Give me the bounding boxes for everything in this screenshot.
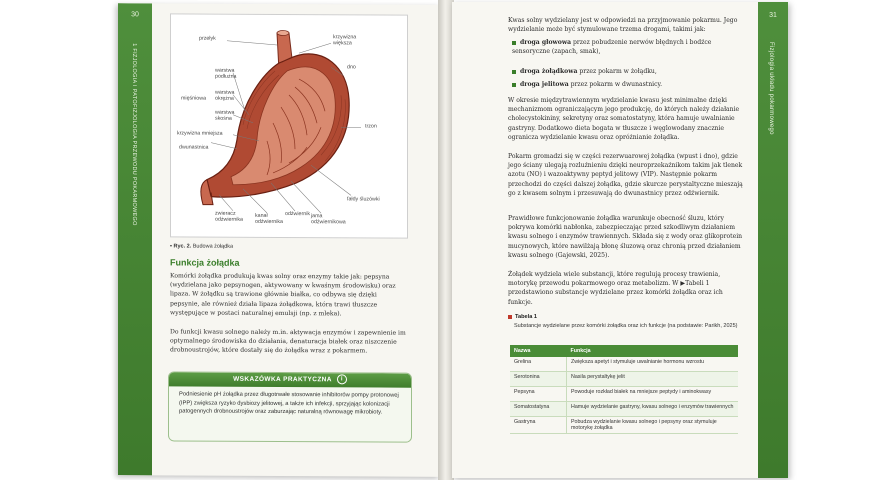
- table-marker: [508, 315, 512, 319]
- left-side-strip: [118, 3, 152, 475]
- table-cell-function: Zwiększa apetyt i stymuluje uwalnianie hormonu wzrostu: [567, 357, 739, 372]
- bullet-text: przez pobudzenie nerwów błędnych i bodźce sensoryczne (zapach, smak),: [512, 39, 712, 56]
- info-icon: i: [337, 375, 347, 385]
- bullet-marker: [512, 41, 516, 45]
- left-paragraph-2: Do funkcji kwasu solnego należy m.in. aktywacja enzymów i zapewnienie im optymalnego środowiska do działania, denaturacja białek oraz niszczenie drobnoustrojów, które dostały się do żołądka wraz z pokarmem.: [170, 328, 406, 355]
- table-cell-name: Grelina: [510, 357, 567, 372]
- label-krzywizna-wieksza: krzywizna większa: [333, 34, 357, 47]
- table-caption: Substancje wydzielane przez komórki żołądka oraz ich funkcje (na podstawie: Parikh, 2025): [514, 323, 738, 329]
- table-cell-name: Somatostatyna: [510, 402, 567, 417]
- practical-tip-header: [169, 372, 411, 387]
- table-row: [510, 372, 738, 387]
- table-header-row: [510, 345, 738, 357]
- table-cell-function: Nasila perystaltykę jelit: [567, 372, 739, 387]
- label-jama-odzwiernikowa: jama odźwiernikowa: [311, 213, 346, 226]
- left-page: [118, 3, 440, 477]
- label-warstwa-okrezna: warstwa okrężna: [215, 89, 235, 102]
- substances-table: [510, 345, 738, 434]
- label-odzwiernik: odźwiernik: [285, 211, 311, 218]
- table-cell-name: Gastryna: [510, 417, 567, 434]
- right-intro: Kwas solny wydzielany jest w odpowiedzi na przyjmowanie pokarmu. Jego wydzielanie może być stymulowane trzema drogami, takimi jak:: [508, 17, 738, 34]
- practical-tip-text: Podniesienie pH żołądka przez długotrwałe stosowanie inhibitorów pompy protonowej (IPP) zwiększa ryzyko dysbiozy jelitowej, a także ich infekcji, sprzyjając kolonizacji patogennych drobnoustrojów oraz zaburzając naturalną równowagę mikrobioty.: [179, 391, 399, 416]
- label-krzywizna-mniejsza: krzywizna mniejsza: [177, 130, 223, 137]
- stomach-diagram: [170, 13, 408, 238]
- right-page-number: 31: [769, 12, 777, 19]
- bullet-bold: droga jelitowa: [520, 81, 569, 88]
- bullet-text: przez pokarm w dwunastnicy.: [568, 81, 663, 88]
- section-title: Funkcja żołądka: [170, 257, 240, 268]
- table-header-cell: Funkcja: [567, 345, 739, 357]
- bullet-text: przez pokarm w żołądku,: [577, 68, 657, 75]
- table-label-text: Tabela 1: [515, 314, 537, 320]
- table-row: [510, 417, 738, 434]
- label-warstwa-podluzna: warstwa podłużna: [215, 67, 237, 80]
- table-cell-name: Pepsyna: [510, 387, 567, 402]
- left-side-header: 1 FIZJOLOGIA I PATOFIZJOLOGIA PRZEWODU POKARMOWEGO: [131, 43, 137, 226]
- label-dno: dno: [347, 64, 356, 71]
- right-paragraph-4: Żołądek wydziela wiele substancji, które regulują procesy trawienia, motorykę przewodu pokarmowego oraz metabolizm. W ▶Tabeli 1 przedstawiono substancje wydzielane przez komórki żołądka oraz ich funkcje.: [508, 271, 723, 306]
- practical-tip-box: [168, 371, 412, 442]
- right-paragraph-1: W okresie międzytrawiennym wydzielanie kwasu jest minimalne dzięki mechanizmom ograniczającym jego produkcję, do których należy działanie cholecystokininy, sekretyny oraz somatostatyny, która hamuje uwalnianie gastryny. Dodatkowo dieta bogata w tłuszcze i węglowodany znacznie ogranicza wydzielanie kwasu oraz opróżnianie żołądka.: [508, 97, 740, 141]
- label-miesniowa: mięśniowa: [181, 95, 207, 102]
- figure-caption: ▪ Ryc. 2. Budowa żołądka: [170, 243, 234, 250]
- label-przelyk: przełyk: [199, 35, 216, 42]
- table-row: [510, 387, 738, 402]
- right-paragraph-3: Prawidłowe funkcjonowanie żołądka warunkuje obecność śluzu, który pokrywa komórki nabłonka, zabezpieczając przed szkodliwym działaniem kwasu solnego i enzymów trawiennych. Składa się z wody oraz glikoprotein mucynowych, które nawilżają błonę śluzową oraz chronią przed działaniem kwasu solnego (Gajewski, 2025).: [508, 215, 743, 259]
- table-header-cell: Nazwa: [510, 345, 567, 357]
- right-side-strip: [758, 2, 788, 478]
- bullet-bold: droga głowowa: [520, 39, 572, 46]
- left-paragraph-1: Komórki żołądka produkują kwas solny oraz enzymy takie jak: pepsyna (wydzielana jako pepsynogen, aktywowany w kwaśnym środowisku) oraz lipaza. W żołądku są trawione głównie białka, co odbywa się dzięki pepsynie, ale również działa lipaza żołądkowa, która trawi tłuszcze występujące w postaci naturalnej emulsji (np. z mleka).: [170, 272, 396, 318]
- right-page: [452, 2, 788, 478]
- table-row: [510, 357, 738, 372]
- bullet-marker: [512, 83, 516, 87]
- label-zwieracz-odzwiernika: zwieracz odźwiernika: [215, 210, 243, 223]
- label-warstwa-skosna: warstwa skośna: [215, 109, 235, 122]
- bullet-item: [512, 80, 748, 89]
- practical-tip-title: WSKAZÓWKA PRAKTYCZNA: [233, 375, 332, 384]
- label-kanal-odzwiernika: kanał odźwiernika: [255, 212, 283, 225]
- label-trzon: trzon: [365, 123, 377, 130]
- label-dwunastnica: dwunastnica: [179, 144, 209, 151]
- figure-caption-number: Ryc. 2.: [173, 243, 192, 250]
- table-label: [508, 314, 537, 320]
- right-side-header: Fizjologia układu pokarmowego: [768, 42, 774, 135]
- table-row: [510, 402, 738, 417]
- table-cell-function: Pobudza wydzielanie kwasu solnego i pepsyny oraz stymuluje motorykę żołądka: [567, 417, 739, 434]
- right-paragraph-2: Pokarm gromadzi się w części rezerwuarowej żołądka (wpust i dno), gdzie jego ściany ulegają rozluźnieniu dzięki neuroprzekaźnikom takim jak tlenek azotu (NO) i wazoaktywny peptyd jelitowy (VIP). Następnie pokarm przechodzi do części dalszej żołądka, gdzie skurcze perystaltyczne mieszają go z kwasem solnym i przesuwają do dwunastnicy przez odźwiernik.: [508, 153, 743, 197]
- bullet-bold: droga żołądkowa: [520, 68, 578, 75]
- label-faldy-sluzowki: fałdy śluzówki: [347, 196, 380, 203]
- table-cell-function: Powoduje rozkład białek na mniejsze peptydy i aminokwasy: [567, 387, 739, 402]
- bullet-item: [512, 67, 748, 76]
- table-cell-function: Hamuje wydzielanie gastryny, kwasu solnego i enzymów trawiennych: [567, 402, 739, 417]
- figure-caption-text: Budowa żołądka: [192, 243, 234, 250]
- table-cell-name: Serotonina: [510, 372, 567, 387]
- bullet-item: [512, 38, 748, 56]
- left-page-number: 30: [131, 11, 139, 19]
- bullet-marker: [512, 70, 516, 74]
